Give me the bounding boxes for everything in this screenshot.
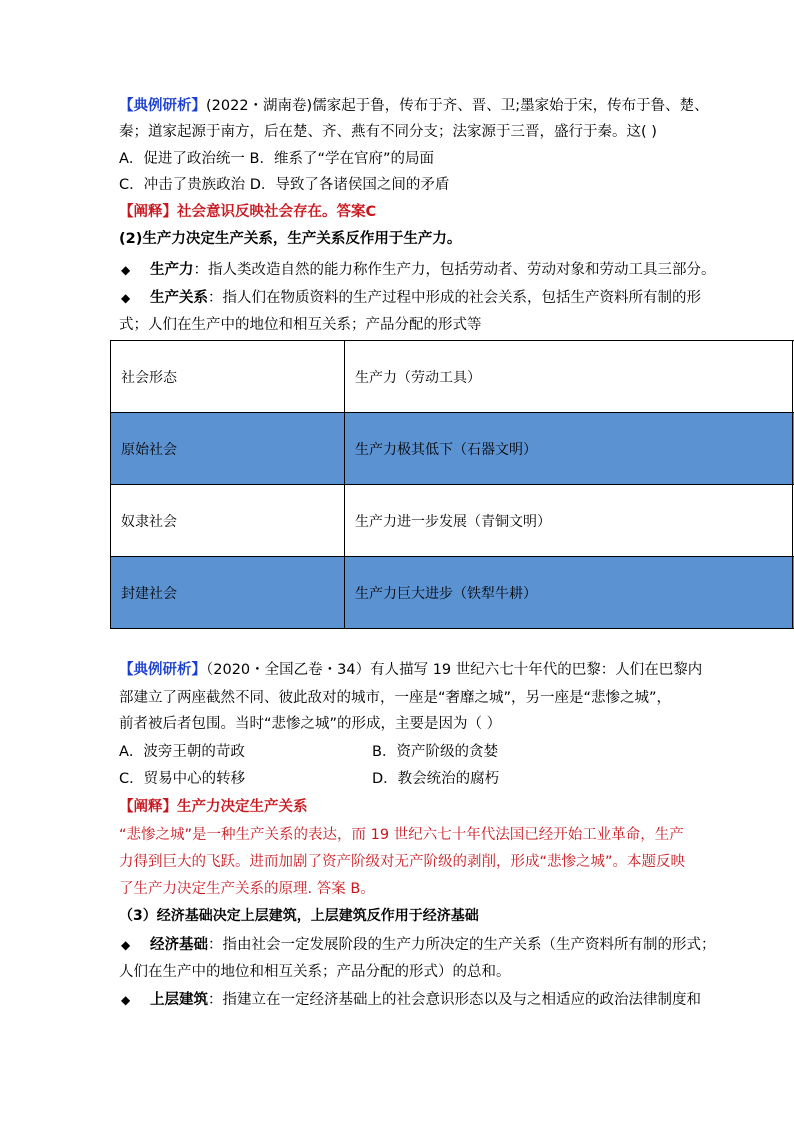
- diamond-bullet-icon: ◆: [121, 938, 131, 952]
- table-cell: 生产力巨大进步（铁犁牛耕）: [345, 557, 793, 629]
- sec2-b1-term: 生产力: [150, 262, 194, 278]
- table-row: [111, 413, 794, 485]
- sec2-b1-text: ：指人类改造自然的能力称作生产力，包括劳动者、劳动对象和劳动工具三部分。: [193, 262, 716, 278]
- sec2-bullet2: [150, 288, 701, 308]
- q2-line1: [119, 660, 702, 680]
- q2-expl-line1: “悲惨之城”是一种生产关系的表达，而 19 世纪六七十年代法国已经开始工业革命，生产: [119, 827, 684, 843]
- sec3-b2-term: 上层建筑: [150, 992, 208, 1008]
- sec2-b2-term: 生产关系: [150, 290, 208, 306]
- q2-expl-line2: 力得到巨大的飞跃。进而加剧了资产阶级对无产阶级的剥削，形成“悲惨之城”。本题反映: [119, 854, 686, 870]
- q1-line2: 秦；道家起源于南方，后在楚、齐、燕有不同分支；法家源于三晋，盛行于秦。这( ): [119, 124, 657, 140]
- sec3-bullet2: [150, 990, 701, 1010]
- q2-line2: 部建立了两座截然不同、彼此敌对的城市，一座是“奢靡之城”，另一座是“悲惨之城”，: [119, 690, 672, 706]
- table-cell: 生产力（劳动工具）: [345, 341, 793, 413]
- table-row: [111, 485, 794, 557]
- sec2-bullet2-cont: 式；人们在生产中的地位和相互关系；产品分配的形式等: [119, 317, 482, 333]
- diamond-bullet-icon: ◆: [121, 291, 131, 305]
- sec3-b1-term: 经济基础: [150, 937, 208, 953]
- sec3-heading: （3）经济基础决定上层建筑，上层建筑反作用于经济基础: [119, 908, 479, 924]
- q1-options-cd: C．冲击了贵族政治 D．导致了各诸侯国之间的矛盾: [119, 177, 450, 193]
- q2-tag: 【典例研析】: [119, 662, 206, 678]
- q1-options-ab: A．促进了政治统一 B．维系了“学在官府”的局面: [119, 151, 434, 167]
- q2-expl-title: 【阐释】生产力决定生产关系: [119, 799, 308, 815]
- table-cell: 奴隶社会: [111, 485, 345, 557]
- q1-tag: 【典例研析】: [119, 98, 206, 114]
- sec2-b2-text: ：指人们在物质资料的生产过程中形成的社会关系，包括生产资料所有制的形: [208, 290, 701, 306]
- q2-option-a: A．波旁王朝的苛政: [119, 744, 245, 760]
- sec3-b2-text: ：指建立在一定经济基础上的社会意识形态以及与之相适应的政治法律制度和: [208, 992, 701, 1008]
- q2-option-d: D．教会统治的腐朽: [372, 771, 500, 787]
- table-row: [111, 557, 794, 629]
- q2-line3: 前者被后者包围。当时“悲惨之城”的形成，主要是因为（ ）: [119, 716, 502, 732]
- q2-expl-line3: 了生产力决定生产关系的原理. 答案 B。: [119, 881, 375, 897]
- table-cell: 封建社会: [111, 557, 345, 629]
- diamond-bullet-icon: ◆: [121, 263, 131, 277]
- sec3-bullet1-cont: 人们在生产中的地位和相互关系；产品分配的形式）的总和。: [119, 964, 511, 980]
- diamond-bullet-icon: ◆: [121, 993, 131, 1007]
- sec2-bullet1: [150, 260, 716, 280]
- q1-text1: (2022・湖南卷)儒家起于鲁，传布于齐、晋、卫;墨家始于宋，传布于鲁、楚、: [206, 98, 709, 114]
- table-cell: 社会形态: [111, 341, 345, 413]
- sec3-b1-text: ：指由社会一定发展阶段的生产力所决定的生产关系（生产资料所有制的形式；: [208, 937, 716, 953]
- sec3-bullet1: [150, 935, 716, 955]
- q2-option-b: B．资产阶级的贪婪: [372, 744, 498, 760]
- q1-line1: [119, 96, 709, 116]
- table-cell: 原始社会: [111, 413, 345, 485]
- q1-answer: 【阐释】社会意识反映社会存在。答案C: [119, 204, 377, 220]
- table-row: [111, 341, 794, 413]
- sec2-heading: (2)生产力决定生产关系，生产关系反作用于生产力。: [119, 231, 462, 247]
- productivity-table: [110, 340, 794, 629]
- table-cell: 生产力进一步发展（青铜文明）: [345, 485, 793, 557]
- q2-text1: （2020・全国乙卷・34）有人描写 19 世纪六七十年代的巴黎：人们在巴黎内: [206, 662, 703, 678]
- table-cell: 生产力极其低下（石器文明）: [345, 413, 793, 485]
- q2-option-c: C．贸易中心的转移: [119, 771, 246, 787]
